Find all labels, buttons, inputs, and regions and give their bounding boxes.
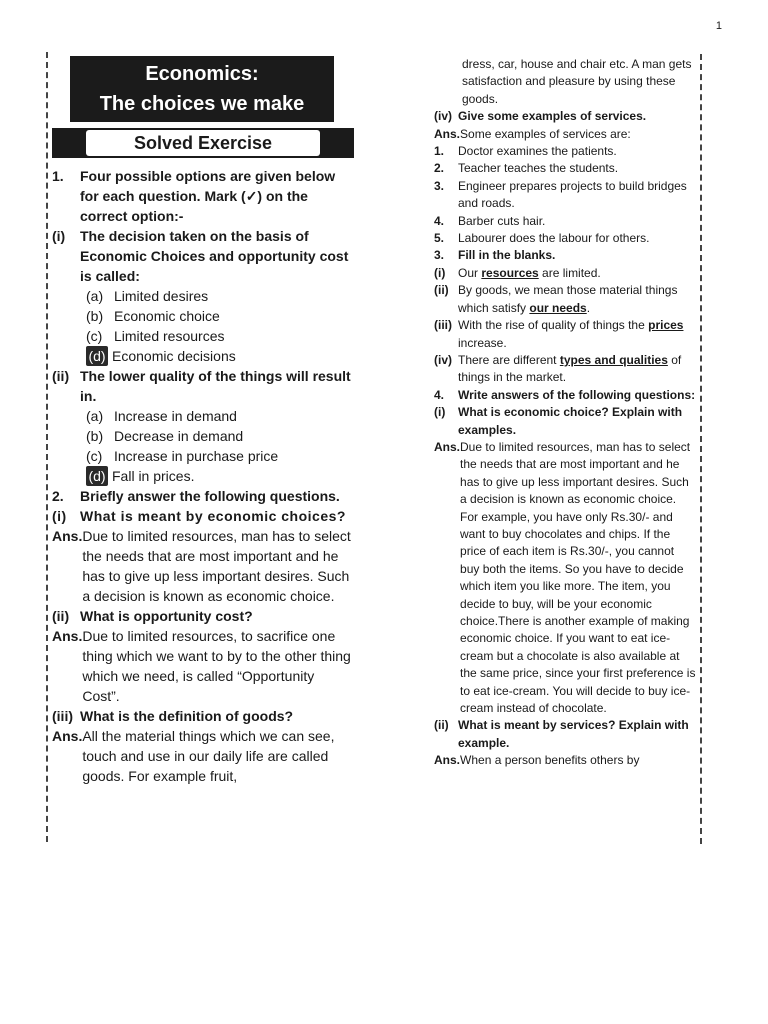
- blank-item: [434, 282, 696, 317]
- blank-answer: types and qualities: [559, 352, 668, 367]
- question-number: 2.: [52, 488, 64, 504]
- list-item: [434, 178, 696, 213]
- right-column: [434, 56, 696, 770]
- option-mark: (c): [86, 328, 103, 344]
- answer-2-ii: [52, 626, 354, 706]
- option-text: Decrease in demand: [114, 428, 244, 444]
- question-text: Four possible options are given below for each question. Mark (✓) on the correct option:-: [80, 168, 336, 224]
- list-item: [434, 160, 696, 177]
- option-selected: [52, 346, 354, 366]
- item-text: Teacher teaches the students.: [458, 161, 619, 176]
- question-number: (i): [52, 508, 67, 524]
- answer-text: When a person benefits others by: [460, 753, 640, 768]
- question-text: Give some examples of services.: [458, 109, 647, 124]
- answer-4-ii: [434, 752, 696, 769]
- option-text: Increase in purchase price: [114, 448, 279, 464]
- option-text: Increase in demand: [114, 408, 237, 424]
- blank-item: [434, 352, 696, 387]
- item-number: (ii): [434, 283, 449, 298]
- title-line-2: The choices we make: [99, 93, 305, 115]
- item-text: Engineer prepares projects to build bridges and roads.: [458, 178, 687, 211]
- question-1-iv: [434, 108, 696, 125]
- blank-text-before: With the rise of quality of things the: [458, 318, 649, 333]
- blank-text-after: of things in the market.: [458, 352, 682, 385]
- right-dashed-border: [700, 54, 702, 844]
- option-text: Limited resources: [114, 328, 225, 344]
- question-1-i: [52, 226, 354, 286]
- question-4: [434, 387, 696, 404]
- blank-text-before: By goods, we mean those material things which satisfy: [458, 283, 678, 315]
- continued-answer: dress, car, house and chair etc. A man gets satisfaction and pleasure by using these goods.: [462, 57, 692, 106]
- answer-text: Due to limited resources, to sacrifice one thing which we want to by to the other thing which we need, is called “Opportunity Cost”.: [82, 628, 351, 704]
- question-2-i: [52, 506, 354, 526]
- question-number: (ii): [52, 368, 70, 384]
- option-text: Economic decisions: [112, 348, 236, 364]
- blank-text-after: increase.: [458, 335, 507, 350]
- blank-item: [434, 265, 696, 282]
- item-text: Labourer does the labour for others.: [458, 231, 650, 246]
- option: [52, 426, 354, 446]
- option: [52, 446, 354, 466]
- list-item: [434, 213, 696, 230]
- blank-answer: prices: [648, 318, 684, 333]
- question-text: What is opportunity cost?: [80, 608, 253, 624]
- answer-2-iii: [52, 726, 354, 786]
- answer-label: Ans.: [52, 628, 83, 644]
- answer-label: Ans.: [434, 439, 461, 454]
- option-mark: (a): [86, 408, 104, 424]
- question-text: Fill in the blanks.: [458, 248, 556, 263]
- option-mark: (b): [86, 308, 104, 324]
- question-3: [434, 247, 696, 264]
- item-number: (iii): [434, 318, 452, 333]
- question-text: What is the definition of goods?: [80, 708, 294, 724]
- selected-option-mark: (d): [86, 346, 108, 366]
- question-number: (i): [52, 228, 66, 244]
- question-text: The decision taken on the basis of Economic Choices and opportunity cost is called:: [80, 228, 349, 284]
- question-number: (ii): [52, 608, 70, 624]
- item-text: Doctor examines the patients.: [458, 144, 617, 159]
- selected-option-mark: (d): [86, 466, 108, 486]
- question-4-i: [434, 404, 696, 439]
- option: [52, 286, 354, 306]
- chapter-title-banner: [70, 56, 334, 122]
- question-1: [52, 166, 354, 226]
- question-number: (iv): [434, 109, 452, 124]
- left-body: [52, 166, 354, 786]
- answer-text: Some examples of services are:: [460, 126, 631, 141]
- item-number: 4.: [434, 213, 445, 228]
- page-number: 1: [715, 20, 722, 32]
- question-number: (iii): [52, 708, 73, 724]
- question-number: 4.: [434, 387, 445, 402]
- question-text: What is economic choice? Explain with examples.: [458, 405, 683, 437]
- item-number: (i): [434, 265, 446, 280]
- option: [52, 326, 354, 346]
- question-2: [52, 486, 354, 506]
- question-text: Briefly answer the following questions.: [80, 488, 340, 504]
- item-number: 5.: [434, 231, 445, 246]
- question-number: (ii): [434, 718, 449, 733]
- question-4-ii: [434, 717, 696, 752]
- answer-1-iv: [434, 126, 696, 143]
- question-text: Write answers of the following questions:: [458, 387, 696, 402]
- option-selected: [52, 466, 354, 486]
- scanned-page: [42, 50, 706, 850]
- question-2-ii: [52, 606, 354, 626]
- question-2-iii: [52, 706, 354, 726]
- item-text: Barber cuts hair.: [458, 213, 546, 228]
- blank-answer: resources: [481, 265, 539, 280]
- left-column: [52, 56, 354, 786]
- option: [52, 306, 354, 326]
- blank-text-before: Our: [458, 265, 482, 280]
- answer-label: Ans.: [434, 126, 461, 141]
- option: [52, 406, 354, 426]
- title-line-1: Economics:: [145, 63, 259, 85]
- section-title: Solved Exercise: [86, 130, 320, 156]
- blank-item: [434, 317, 696, 352]
- question-text: The lower quality of the things will result in.: [80, 368, 351, 404]
- option-text: Limited desires: [114, 288, 209, 304]
- answer-text: Due to limited resources, man has to select the needs that are most important and he has to give up less important desires. Such a decision is known as economic choice. For example, you have only Rs.30/- and want to buy chocolates and chips. If the price of each item is Rs.30/-, you cannot buy both the items. So you have to decide which item you like more. The item, you decide to buy, will be your economic choice.There is another example of making economic choice. If you want to eat ice-cream but a chocolate is also available at the same price, since your first preference is to eat ice-cream. You will decide to buy ice-cream instead of chocolate.: [460, 439, 696, 716]
- option-text: Economic choice: [114, 308, 220, 324]
- answer-label: Ans.: [52, 728, 83, 744]
- option-mark: (b): [86, 428, 104, 444]
- blank-text-after: are limited.: [538, 265, 601, 280]
- list-item: [434, 143, 696, 160]
- answer-2-i: [52, 526, 354, 606]
- left-dashed-border: [46, 52, 48, 842]
- item-number: 3.: [434, 178, 445, 193]
- blank-answer: our needs: [529, 300, 587, 315]
- question-text: What is meant by services? Explain with example.: [458, 718, 689, 750]
- blank-text-after: .: [586, 300, 591, 315]
- option-mark: (c): [86, 448, 103, 464]
- answer-label: Ans.: [434, 753, 461, 768]
- answer-text: All the material things which we can see, touch and use in our daily life are called goods. For example fruit,: [82, 728, 335, 784]
- option-text: Fall in prices.: [112, 468, 195, 484]
- question-number: (i): [434, 405, 446, 420]
- option-mark: (a): [86, 288, 104, 304]
- question-text: What is meant by economic choices?: [80, 508, 346, 524]
- answer-4-i: [434, 439, 696, 718]
- item-number: (iv): [434, 352, 452, 367]
- item-number: 2.: [434, 161, 445, 176]
- question-1-ii: [52, 366, 354, 406]
- answer-label: Ans.: [52, 528, 83, 544]
- question-number: 3.: [434, 248, 445, 263]
- section-banner: [52, 128, 354, 158]
- blank-text-before: There are different: [458, 352, 560, 367]
- item-number: 1.: [434, 144, 445, 159]
- list-item: [434, 230, 696, 247]
- answer-text: Due to limited resources, man has to select the needs that are most important and he has to give up less important desires. Such a decision is known as economic choice.: [82, 528, 351, 604]
- question-number: 1.: [52, 168, 64, 184]
